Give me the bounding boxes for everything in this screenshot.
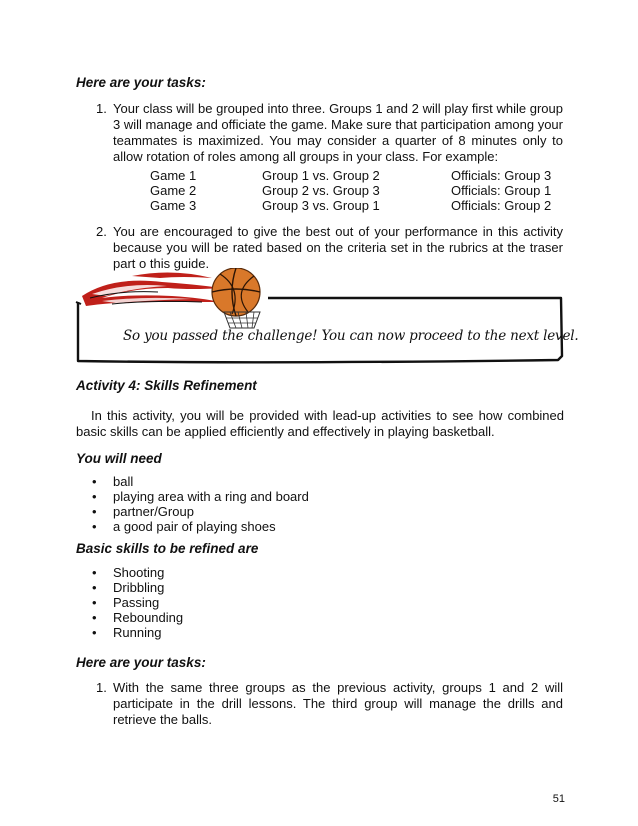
bullet-icon: • [92,474,97,489]
list-item: a good pair of playing shoes [113,519,276,534]
list-item: ball [113,474,134,489]
officials-cell: Officials: Group 2 [451,198,552,213]
bullet-icon: • [92,625,97,640]
banner-message: So you passed the challenge! You can now proceed to the next level. [123,328,579,344]
activity-intro: In this activity, you will be provided with lead-up activities to see how combined basic skills can be applied efficiently and effectively in playing basketball. [76,408,564,439]
officials-cell: Officials: Group 1 [451,183,552,198]
challenge-banner [72,268,564,368]
task-text: With the same three groups as the previous activity, groups 1 and 2 will participate in the drill lessons. The third group will manage the drills and retrieve the balls. [113,680,563,727]
task-text: You are encouraged to give the best out of your performance in this activity because you will be rated based on the criteria set in the rubrics at the traser part o this guide. [113,224,563,271]
list-item: Passing [113,595,160,610]
basketball-icon [212,268,260,316]
task-number: 1. [96,680,107,695]
list-item: partner/Group [113,504,194,519]
need-heading: You will need [76,451,162,466]
flame-icon [82,272,222,306]
list-item: Running [113,625,162,640]
banner-frame [72,268,564,368]
list-item: Dribbling [113,580,165,595]
tasks-heading: Here are your tasks: [76,75,206,90]
bullet-icon: • [92,504,97,519]
activity-title: Activity 4: Skills Refinement [76,378,257,393]
list-item: Rebounding [113,610,184,625]
list-item: Shooting [113,565,165,580]
task-text: Your class will be grouped into three. Groups 1 and 2 will play first while group 3 will manage and officiate the game. Make sure that participation among your teammates is maximized. You may consider a quarter of 8 minutes only to allow rotation of roles among all groups in your class. For example: [113,101,563,164]
bullet-icon: • [92,610,97,625]
match-cell: Group 3 vs. Group 1 [262,198,380,213]
officials-cell: Officials: Group 3 [451,168,552,183]
match-cell: Group 2 vs. Group 3 [262,183,380,198]
list-item: playing area with a ring and board [113,489,309,504]
task-number: 1. [96,101,107,116]
game-cell: Game 2 [150,183,197,198]
bullet-icon: • [92,489,97,504]
game-cell: Game 1 [150,168,197,183]
match-cell: Group 1 vs. Group 2 [262,168,380,183]
bullet-icon: • [92,519,97,534]
page-number: 51 [552,793,565,805]
bullet-icon: • [92,580,97,595]
bullet-icon: • [92,595,97,610]
game-cell: Game 3 [150,198,197,213]
tasks-heading: Here are your tasks: [76,655,206,670]
skills-heading: Basic skills to be refined are [76,541,259,556]
bullet-icon: • [92,565,97,580]
task-number: 2. [96,224,107,239]
